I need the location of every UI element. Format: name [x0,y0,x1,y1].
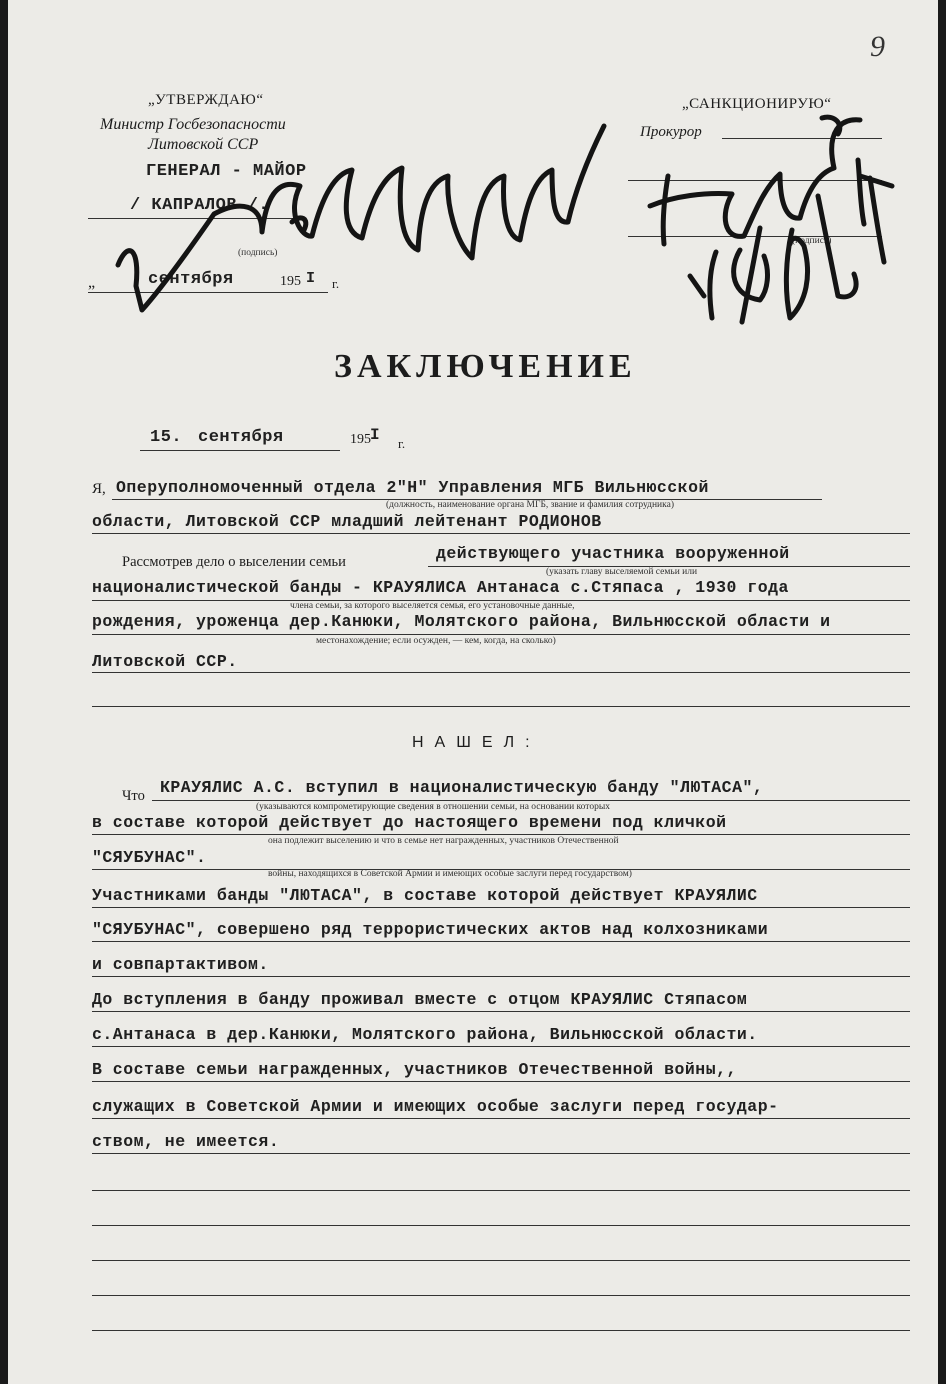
found-line2: в составе которой действует до настоящего времени под кличкой [92,813,727,832]
approve-name: / КАПРАЛОВ /. [130,196,270,215]
found-hint2: она подлежит выселению и что в семье нет награжденных, участников Отечественной [268,836,619,846]
officer-hint: (должность, наименование органа МГБ, звание и фамилия сотрудника) [386,500,674,510]
officer-line1: Оперуполномоченный отдела 2"Н" Управления МГБ Вильнюсской [116,478,709,497]
approve-date-g: г. [332,276,340,291]
considered-line2: националистической банды - КРАУЯЛИСА Антанаса с.Стяпаса , 1930 года [92,578,789,597]
approve-date-quote: „ [88,274,96,291]
considered-line3: рождения, уроженца дер.Канюки, Молятского района, Вильнюсской области и [92,612,831,631]
ya-label: Я, [92,481,106,497]
minister-signature [118,126,604,310]
found-line1: КРАУЯЛИС А.С. вступил в националистическую банду "ЛЮТАСА", [160,778,764,797]
found-line4: Участниками банды "ЛЮТАСА", в составе которой действует КРАУЯЛИС [92,886,758,905]
approve-minister-line1: Министр Госбезопасности [100,116,286,133]
found-hint3: войны, находящихся в Советской Армии и имеющих особые заслуги перед государством) [268,869,632,879]
doc-date-year: 195 [350,432,371,447]
document-title: ЗАКЛЮЧЕНИЕ [334,348,637,385]
found-line7: До вступления в банду проживал вместе с отцом КРАУЯЛИС Стяпасом [92,990,748,1009]
found-line8: с.Антанаса в дер.Канюки, Молятского района, Вильнюсской области. [92,1025,758,1044]
approve-date-year: 195 [280,274,301,289]
found-what-label: Что [122,788,145,804]
officer-line2: области, Литовской ССР младший лейтенант РОДИОНОВ [92,512,602,531]
sanction-signature-hint: (подпись) [792,236,832,246]
found-line10: служащих в Советской Армии и имеющих особые заслуги перед государ- [92,1097,779,1116]
found-line5: "СЯУБУНАС", совершено ряд террористических актов над колхозниками [92,920,769,939]
doc-date-year-digit: I [370,426,381,444]
approve-signature-hint: (подпись) [238,248,278,258]
found-line6: и совпартактивом. [92,955,269,974]
considered-hint3: местонахождение; если осужден, — кем, когда, на сколько) [316,636,556,646]
found-hint1: (указываются компрометирующие сведения в отношении семьи, на основании которых [256,802,610,812]
approve-heading: „УТВЕРЖДАЮ“ [148,92,264,108]
doc-date-month: сентября [198,428,284,447]
found-line9: В составе семьи награжденных, участников Отечественной войны,, [92,1060,737,1079]
considered-label: Рассмотрев дело о выселении семьи [122,554,346,570]
found-heading: НАШЕЛ: [412,734,541,751]
considered-hint2: члена семьи, за которого выселяется семья, его установочные данные, [290,601,575,611]
considered-hint1: (указать главу выселяемой семьи или [546,567,698,577]
considered-line4: Литовской ССР. [92,652,238,671]
approve-date-year-digit: I [306,270,316,287]
doc-date-g: г. [398,436,406,451]
prosecutor-signature [650,120,864,244]
approve-minister-line2: Литовской ССР [148,136,259,153]
doc-date-day: 15. [150,428,183,447]
page-number: 9 [870,30,885,63]
considered-line1: действующего участника вооруженной [436,544,790,563]
found-line11: ством, не имеется. [92,1132,280,1151]
sanction-heading: „САНКЦИОНИРУЮ“ [682,96,832,112]
approve-rank: ГЕНЕРАЛ - МАЙОР [146,162,307,181]
approve-date-month: сентября [148,270,234,289]
sanction-prosecutor: Прокурор [640,124,702,140]
found-line3: "СЯУБУНАС". [92,848,207,867]
